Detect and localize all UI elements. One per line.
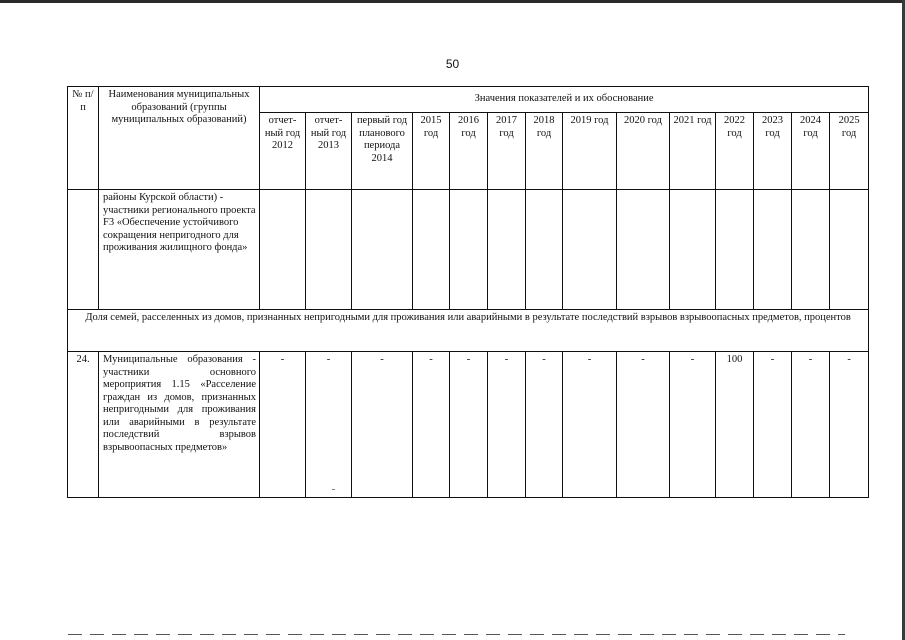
header-num: № п/п [68, 87, 99, 190]
row-24-value-2019: - [563, 352, 617, 498]
header-group-title: Значения показателей и их обоснование [260, 87, 869, 113]
continuation-cell [352, 190, 413, 310]
row-24-value-2020: - [617, 352, 670, 498]
header-year-2021: 2021 год [670, 113, 716, 190]
continuation-cell [413, 190, 450, 310]
header-year-2017: 2017 год [488, 113, 526, 190]
scan-speck [332, 489, 335, 490]
continuation-cell [526, 190, 563, 310]
header-year-2018: 2018 год [526, 113, 563, 190]
row-24-value-2017: - [488, 352, 526, 498]
continuation-cell [450, 190, 488, 310]
row-24-num: 24. [68, 352, 99, 498]
continuation-cell [792, 190, 830, 310]
header-year-2025: 2025 год [830, 113, 869, 190]
header-year-2015: 2015 год [413, 113, 450, 190]
row-24-value-2021: - [670, 352, 716, 498]
row-24-value-2022: 100 [716, 352, 754, 498]
header-year-2019: 2019 год [563, 113, 617, 190]
header-year-2022: 2022 год [716, 113, 754, 190]
continuation-cell [260, 190, 306, 310]
continuation-cell [716, 190, 754, 310]
row-24-value-2013: - [306, 352, 352, 498]
row-24-value-2016: - [450, 352, 488, 498]
row-24-value-2023: - [754, 352, 792, 498]
row-24-value-2025: - [830, 352, 869, 498]
table-row-continuation [68, 190, 869, 310]
continuation-name: районы Курской области) - участники регионального проекта F3 «Обеспечение устойчивого сокращения непригодного для проживания жилищного фонда» [99, 190, 260, 310]
continuation-num [68, 190, 99, 310]
header-row-top [68, 87, 869, 113]
continuation-cell [754, 190, 792, 310]
header-year-2020: 2020 год [617, 113, 670, 190]
continuation-cell [563, 190, 617, 310]
continuation-cell [830, 190, 869, 310]
table-row-24 [68, 352, 869, 498]
continuation-cell [488, 190, 526, 310]
row-24-value-2018: - [526, 352, 563, 498]
indicators-table [67, 86, 869, 498]
header-year-2023: 2023 год [754, 113, 792, 190]
header-year-2012: отчет-ный год 2012 [260, 113, 306, 190]
header-year-2016: 2016 год [450, 113, 488, 190]
continuation-cell [670, 190, 716, 310]
header-year-2014: первый год планового периода 2014 [352, 113, 413, 190]
scan-bottom-artifact [68, 634, 845, 635]
header-year-2024: 2024 год [792, 113, 830, 190]
row-24-value-2015: - [413, 352, 450, 498]
row-24-value-2012: - [260, 352, 306, 498]
row-24-value-2014: - [352, 352, 413, 498]
continuation-cell [617, 190, 670, 310]
page-number: 50 [445, 57, 460, 71]
header-year-2013: отчет-ный год 2013 [306, 113, 352, 190]
continuation-cell [306, 190, 352, 310]
row-24-name: Муниципальные образования - участники основного мероприятия 1.15 «Расселение граждан из домов, признанных непригодными для проживания или аварийными в результате последствий взрывов взрывоопасных предметов» [99, 352, 260, 498]
section-title: Доля семей, расселенных из домов, признанных непригодными для проживания или аварийными в результате последствий взрывов взрывоопасных предметов, процентов [68, 310, 869, 352]
row-24-value-2024: - [792, 352, 830, 498]
header-name: Наименования муниципальных образований (группы муниципальных образований) [99, 87, 260, 190]
section-title-row [68, 310, 869, 352]
scan-edge-top [0, 0, 905, 3]
